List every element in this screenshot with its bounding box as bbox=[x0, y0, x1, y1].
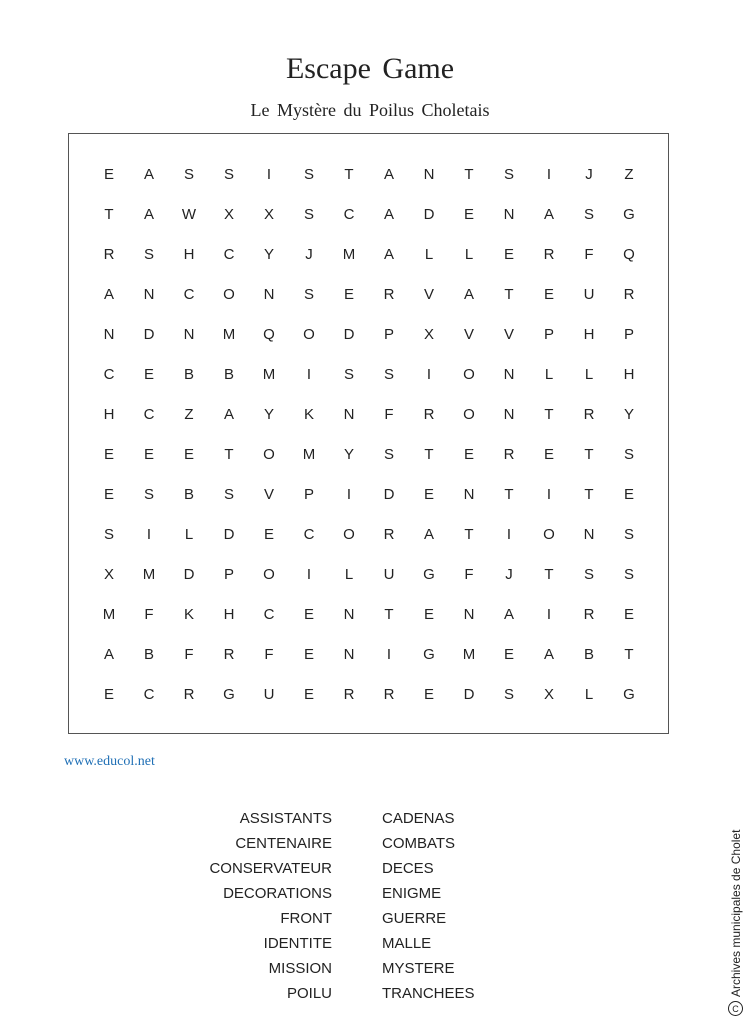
grid-cell: M bbox=[262, 365, 276, 383]
grid-cell: A bbox=[503, 605, 514, 623]
grid-cell: E bbox=[463, 205, 474, 223]
grid-cell: L bbox=[184, 525, 194, 543]
grid-cell: V bbox=[463, 325, 474, 343]
grid-cell: S bbox=[143, 485, 154, 503]
grid-cell: S bbox=[583, 205, 594, 223]
word-list-right bbox=[382, 806, 582, 1006]
word-list-item: POILU bbox=[286, 985, 332, 1002]
grid-cell: N bbox=[343, 645, 355, 663]
word-list-left bbox=[170, 806, 332, 1006]
grid-cell: B bbox=[223, 365, 234, 383]
grid-cell: N bbox=[103, 325, 115, 343]
grid-cell: N bbox=[503, 405, 515, 423]
word-list-item: CENTENAIRE bbox=[235, 835, 332, 852]
grid-cell: A bbox=[463, 285, 474, 303]
grid-cell: E bbox=[543, 445, 554, 463]
grid-cell: N bbox=[463, 485, 475, 503]
grid-cell: E bbox=[623, 485, 634, 503]
word-list-item: IDENTITE bbox=[263, 935, 332, 952]
grid-cell: X bbox=[263, 205, 274, 223]
word-search-grid bbox=[68, 133, 669, 734]
grid-cell: Y bbox=[623, 405, 634, 423]
grid-cell: T bbox=[584, 485, 594, 503]
grid-cell: O bbox=[263, 445, 275, 463]
grid-cell: N bbox=[183, 325, 195, 343]
grid-cell: G bbox=[423, 645, 435, 663]
grid-cell: T bbox=[624, 645, 634, 663]
grid-cell: T bbox=[504, 285, 514, 303]
grid-cell: D bbox=[383, 485, 395, 503]
grid-cell: E bbox=[303, 605, 314, 623]
grid-cell: Y bbox=[263, 245, 274, 263]
grid-cell: T bbox=[464, 165, 474, 183]
grid-cell: A bbox=[143, 205, 154, 223]
grid-cell: O bbox=[263, 565, 275, 583]
grid-cell: T bbox=[104, 205, 114, 223]
grid-cell: E bbox=[183, 445, 194, 463]
grid-cell: I bbox=[546, 605, 552, 623]
grid-cell: P bbox=[223, 565, 234, 583]
grid-cell: S bbox=[303, 205, 314, 223]
grid-cell: T bbox=[544, 565, 554, 583]
grid-cell: M bbox=[462, 645, 476, 663]
word-list-item: MISSION bbox=[268, 960, 332, 977]
grid-cell: D bbox=[223, 525, 235, 543]
word-list-item: CONSERVATEUR bbox=[209, 860, 332, 877]
grid-cell: G bbox=[223, 685, 235, 703]
grid-cell: R bbox=[343, 685, 355, 703]
grid-cell: N bbox=[503, 365, 515, 383]
grid-cell: I bbox=[266, 165, 272, 183]
grid-cell: K bbox=[183, 605, 194, 623]
word-list-item: TRANCHEES bbox=[382, 985, 475, 1002]
grid-cell: R bbox=[583, 405, 595, 423]
grid-cell: I bbox=[426, 365, 432, 383]
word-list-item: ASSISTANTS bbox=[239, 810, 332, 827]
grid-cell: A bbox=[103, 645, 114, 663]
grid-cell: F bbox=[384, 405, 394, 423]
grid-cell: H bbox=[103, 405, 115, 423]
grid-cell: R bbox=[543, 245, 555, 263]
grid-cell: X bbox=[423, 325, 434, 343]
grid-cell: I bbox=[546, 485, 552, 503]
grid-cell: D bbox=[463, 685, 475, 703]
grid-cell: S bbox=[583, 565, 594, 583]
grid-cell: J bbox=[305, 245, 313, 263]
grid-cell: F bbox=[464, 565, 474, 583]
letter-grid bbox=[89, 154, 649, 714]
grid-cell: F bbox=[144, 605, 154, 623]
grid-cell: B bbox=[183, 485, 194, 503]
grid-cell: E bbox=[143, 365, 154, 383]
grid-cell: O bbox=[223, 285, 235, 303]
grid-cell: R bbox=[423, 405, 435, 423]
grid-cell: S bbox=[143, 245, 154, 263]
word-list-item: FRONT bbox=[280, 910, 332, 927]
grid-cell: D bbox=[143, 325, 155, 343]
grid-cell: O bbox=[343, 525, 355, 543]
grid-cell: T bbox=[504, 485, 514, 503]
grid-cell: L bbox=[584, 685, 594, 703]
grid-cell: J bbox=[585, 165, 593, 183]
grid-cell: L bbox=[424, 245, 434, 263]
grid-cell: S bbox=[223, 165, 234, 183]
grid-cell: S bbox=[623, 445, 634, 463]
grid-cell: M bbox=[302, 445, 316, 463]
grid-cell: D bbox=[343, 325, 355, 343]
word-list-item: DECORATIONS bbox=[223, 885, 332, 902]
page-title: Escape Game bbox=[285, 52, 455, 85]
grid-cell: S bbox=[303, 285, 314, 303]
page-subtitle: Le Mystère du Poilus Choletais bbox=[250, 100, 490, 120]
grid-cell: R bbox=[223, 645, 235, 663]
grid-cell: T bbox=[544, 405, 554, 423]
grid-cell: A bbox=[383, 165, 394, 183]
grid-cell: V bbox=[423, 285, 434, 303]
grid-cell: N bbox=[343, 405, 355, 423]
grid-cell: C bbox=[343, 205, 355, 223]
grid-cell: I bbox=[306, 565, 312, 583]
grid-cell: I bbox=[346, 485, 352, 503]
grid-cell: A bbox=[223, 405, 234, 423]
grid-cell: P bbox=[543, 325, 554, 343]
grid-cell: M bbox=[102, 605, 116, 623]
grid-cell: L bbox=[344, 565, 354, 583]
word-list-item: MALLE bbox=[382, 935, 432, 952]
grid-cell: Y bbox=[343, 445, 354, 463]
grid-cell: S bbox=[623, 525, 634, 543]
grid-cell: R bbox=[103, 245, 115, 263]
grid-cell: S bbox=[183, 165, 194, 183]
grid-cell: L bbox=[464, 245, 474, 263]
grid-cell: N bbox=[583, 525, 595, 543]
grid-cell: A bbox=[383, 205, 394, 223]
grid-cell: F bbox=[584, 245, 594, 263]
grid-cell: E bbox=[423, 685, 434, 703]
grid-cell: N bbox=[423, 165, 435, 183]
grid-cell: J bbox=[505, 565, 513, 583]
grid-cell: N bbox=[143, 285, 155, 303]
grid-cell: E bbox=[423, 605, 434, 623]
grid-cell: X bbox=[543, 685, 554, 703]
grid-cell: G bbox=[623, 205, 635, 223]
grid-cell: I bbox=[386, 645, 392, 663]
grid-cell: S bbox=[383, 365, 394, 383]
grid-cell: E bbox=[103, 445, 114, 463]
grid-cell: R bbox=[583, 605, 595, 623]
grid-cell: C bbox=[143, 685, 155, 703]
grid-cell: Q bbox=[623, 245, 635, 263]
grid-cell: S bbox=[103, 525, 114, 543]
grid-cell: T bbox=[344, 165, 354, 183]
grid-cell: P bbox=[383, 325, 394, 343]
grid-cell: U bbox=[583, 285, 595, 303]
word-list-item: ENIGME bbox=[382, 885, 442, 902]
grid-cell: E bbox=[503, 245, 514, 263]
copyright-icon: C bbox=[728, 1001, 743, 1016]
grid-cell: S bbox=[223, 485, 234, 503]
grid-cell: Z bbox=[184, 405, 194, 423]
grid-cell: O bbox=[543, 525, 555, 543]
grid-cell: S bbox=[503, 685, 514, 703]
grid-cell: S bbox=[343, 365, 354, 383]
grid-cell: Q bbox=[263, 325, 275, 343]
grid-cell: B bbox=[583, 645, 594, 663]
word-list-item: GUERRE bbox=[382, 910, 447, 927]
grid-cell: O bbox=[463, 405, 475, 423]
grid-cell: T bbox=[464, 525, 474, 543]
grid-cell: E bbox=[303, 645, 314, 663]
grid-cell: T bbox=[424, 445, 434, 463]
grid-cell: G bbox=[423, 565, 435, 583]
credit-line bbox=[728, 830, 743, 1016]
grid-cell: S bbox=[623, 565, 634, 583]
grid-cell: R bbox=[623, 285, 635, 303]
grid-cell: E bbox=[103, 485, 114, 503]
grid-cell: V bbox=[263, 485, 274, 503]
grid-cell: I bbox=[506, 525, 512, 543]
grid-cell: E bbox=[103, 685, 114, 703]
grid-cell: O bbox=[303, 325, 315, 343]
word-list-item: MYSTERE bbox=[382, 960, 455, 977]
grid-cell: X bbox=[103, 565, 114, 583]
grid-cell: Z bbox=[624, 165, 634, 183]
grid-cell: F bbox=[264, 645, 274, 663]
grid-cell: S bbox=[383, 445, 394, 463]
grid-cell: E bbox=[503, 645, 514, 663]
grid-cell: A bbox=[103, 285, 114, 303]
grid-cell: A bbox=[543, 645, 554, 663]
grid-cell: T bbox=[224, 445, 234, 463]
grid-cell: R bbox=[183, 685, 195, 703]
grid-cell: P bbox=[623, 325, 634, 343]
grid-cell: E bbox=[103, 165, 114, 183]
grid-cell: V bbox=[503, 325, 514, 343]
grid-cell: M bbox=[222, 325, 236, 343]
grid-cell: E bbox=[423, 485, 434, 503]
credit-text: Archives municipales de Cholet bbox=[728, 829, 743, 997]
grid-cell: A bbox=[143, 165, 154, 183]
grid-cell: C bbox=[303, 525, 315, 543]
grid-cell: I bbox=[146, 525, 152, 543]
word-list-item: COMBATS bbox=[382, 835, 456, 852]
grid-cell: E bbox=[263, 525, 274, 543]
grid-cell: E bbox=[623, 605, 634, 623]
grid-cell: T bbox=[584, 445, 594, 463]
grid-cell: N bbox=[503, 205, 515, 223]
grid-cell: H bbox=[623, 365, 635, 383]
grid-cell: E bbox=[343, 285, 354, 303]
grid-cell: D bbox=[423, 205, 435, 223]
word-list-item: DECES bbox=[382, 860, 434, 877]
grid-cell: R bbox=[383, 525, 395, 543]
grid-cell: U bbox=[383, 565, 395, 583]
grid-cell: C bbox=[143, 405, 155, 423]
grid-cell: R bbox=[383, 685, 395, 703]
grid-cell: N bbox=[463, 605, 475, 623]
grid-cell: N bbox=[343, 605, 355, 623]
grid-cell: C bbox=[223, 245, 235, 263]
grid-cell: U bbox=[263, 685, 275, 703]
word-list-item: CADENAS bbox=[382, 810, 455, 827]
grid-cell: M bbox=[342, 245, 356, 263]
grid-cell: B bbox=[143, 645, 154, 663]
grid-cell: A bbox=[383, 245, 394, 263]
grid-cell: G bbox=[623, 685, 635, 703]
grid-cell: E bbox=[143, 445, 154, 463]
grid-cell: R bbox=[503, 445, 515, 463]
grid-cell: R bbox=[383, 285, 395, 303]
grid-cell: F bbox=[184, 645, 194, 663]
grid-cell: T bbox=[384, 605, 394, 623]
grid-cell: C bbox=[103, 365, 115, 383]
grid-cell: M bbox=[142, 565, 156, 583]
grid-cell: Y bbox=[263, 405, 274, 423]
grid-cell: L bbox=[544, 365, 554, 383]
grid-cell: C bbox=[263, 605, 275, 623]
grid-cell: S bbox=[303, 165, 314, 183]
grid-cell: D bbox=[183, 565, 195, 583]
grid-cell: A bbox=[543, 205, 554, 223]
grid-cell: X bbox=[223, 205, 234, 223]
grid-cell: A bbox=[423, 525, 434, 543]
grid-cell: S bbox=[503, 165, 514, 183]
grid-cell: C bbox=[183, 285, 195, 303]
grid-cell: O bbox=[463, 365, 475, 383]
grid-cell: H bbox=[183, 245, 195, 263]
grid-cell: L bbox=[584, 365, 594, 383]
grid-cell: E bbox=[543, 285, 554, 303]
grid-cell: H bbox=[223, 605, 235, 623]
grid-cell: H bbox=[583, 325, 595, 343]
educol-link[interactable]: www.educol.net bbox=[64, 754, 155, 769]
grid-cell: I bbox=[546, 165, 552, 183]
grid-cell: B bbox=[183, 365, 194, 383]
grid-cell: I bbox=[306, 365, 312, 383]
grid-cell: N bbox=[263, 285, 275, 303]
grid-cell: E bbox=[303, 685, 314, 703]
grid-cell: P bbox=[303, 485, 314, 503]
grid-cell: E bbox=[463, 445, 474, 463]
grid-cell: K bbox=[303, 405, 314, 423]
grid-cell: W bbox=[181, 205, 197, 223]
